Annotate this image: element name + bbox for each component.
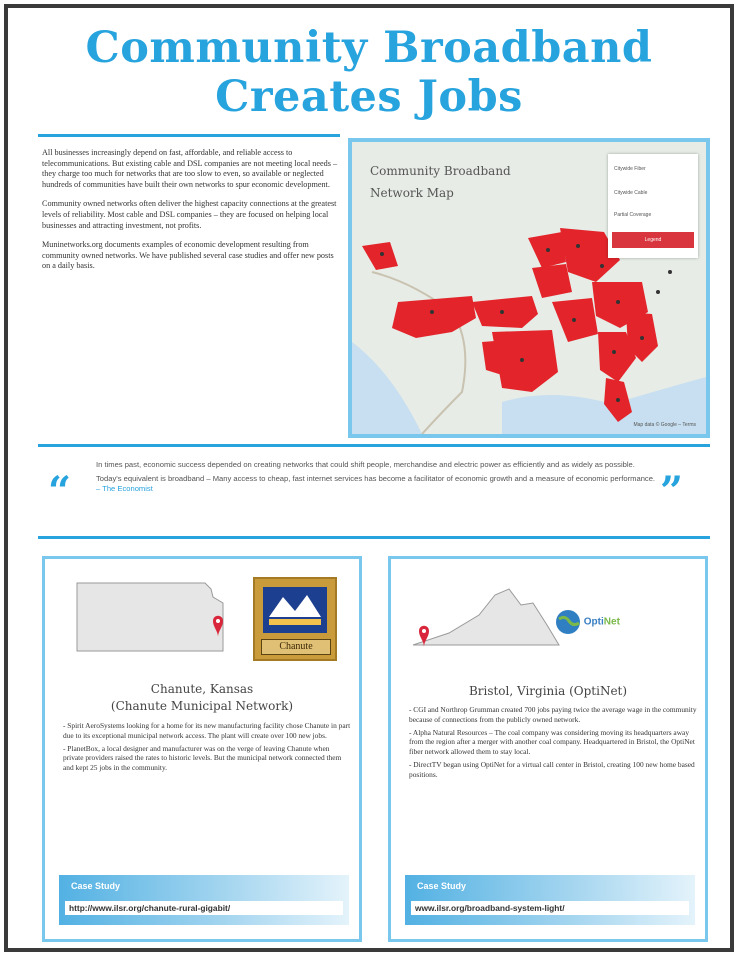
page-title bbox=[8, 24, 730, 122]
legend-item[interactable]: Citywide Fiber bbox=[614, 166, 646, 172]
optinet-logo-text: Opti bbox=[583, 616, 604, 628]
map-legend[interactable] bbox=[608, 154, 698, 258]
case-point: - CGI and Northrop Grumman created 700 jobs paying twice the average wage in the community because of connections from the publicly owned network. bbox=[409, 705, 697, 724]
chanute-logo bbox=[253, 577, 337, 661]
case-body bbox=[409, 705, 697, 783]
optinet-logo bbox=[555, 609, 620, 635]
quote-block bbox=[96, 460, 656, 498]
open-quote-icon: “ bbox=[48, 468, 72, 515]
case-study-label: Case Study bbox=[71, 881, 121, 891]
title-line-1: Community Broadband bbox=[85, 23, 653, 73]
chanute-logo-emblem bbox=[263, 587, 327, 633]
quote-rule-bottom bbox=[38, 536, 710, 539]
optinet-logo-text: Net bbox=[603, 616, 620, 628]
broadband-map[interactable] bbox=[348, 138, 710, 438]
quote-line: In times past, economic success depended on creating networks that could shift people, merchandise and electric power as efficiently and as widely as possible. bbox=[96, 460, 635, 469]
virginia-map-icon bbox=[409, 585, 569, 655]
case-point: - Alpha Natural Resources – The coal company was considering moving its headquarters away from the region after a merger with another coal company. Headquartered in Bristol, the OptiNet fiber network allowed them to stay local. bbox=[409, 727, 695, 757]
close-quote-icon: ” bbox=[660, 468, 684, 515]
case-point: - Spirit AeroSystems looking for a home for its new manufacturing facility chose Chanute in part due to its exceptional municipal network access. The plant will create over 100 new jobs. bbox=[63, 721, 351, 740]
intro-paragraph: Community owned networks often deliver the highest capacity connections at the greatest levels of reliability. Most cable and DSL companies – they are focused on helping local businesses and attracting investment, not profits. bbox=[42, 199, 337, 230]
title-line-2: Creates Jobs bbox=[215, 72, 523, 122]
case-study-box bbox=[405, 875, 695, 925]
map-credit: Map data © Google – Terms bbox=[633, 422, 696, 428]
quote-source: – The Economist bbox=[96, 484, 153, 493]
intro-rule bbox=[38, 134, 340, 137]
case-title-line: Chanute, Kansas bbox=[150, 682, 254, 696]
legend-button[interactable]: Legend bbox=[612, 232, 694, 248]
case-card-chanute bbox=[42, 556, 362, 942]
globe-icon bbox=[555, 609, 581, 635]
intro-text bbox=[42, 148, 340, 281]
kansas-map-icon bbox=[73, 577, 239, 657]
map-title-line: Network Map bbox=[370, 186, 454, 200]
case-study-label: Case Study bbox=[417, 881, 467, 891]
case-title-line: (Chanute Municipal Network) bbox=[110, 699, 294, 713]
case-study-link[interactable]: http://www.ilsr.org/chanute-rural-gigabit/ bbox=[65, 901, 343, 915]
case-point: - PlanetBox, a local designer and manufacturer was on the verge of leaving Chanute when private providers raised the rates to historic levels. But the municipal network connected them and kept 25 jobs in the community. bbox=[63, 743, 342, 773]
map-title bbox=[370, 160, 550, 204]
page-frame bbox=[4, 4, 734, 952]
case-point: - DirectTV began using OptiNet for a virtual call center in Bristol, creating 100 new home based positions. bbox=[409, 759, 695, 779]
chanute-logo-text: Chanute bbox=[261, 639, 331, 655]
intro-paragraph: All businesses increasingly depend on fast, affordable, and reliable access to telecommunications. But existing cable and DSL companies are not meeting local needs – they charge too much for networks that are too slow to even, so available or neglected hundreds of communities have built their own networks to spur economic development. bbox=[42, 148, 338, 189]
case-body bbox=[63, 721, 351, 776]
legend-item[interactable]: Citywide Cable bbox=[614, 190, 648, 196]
intro-paragraph: Muninetworks.org documents examples of economic development resulting from community owned networks. We have published several case studies and offer new posts on a daily basis. bbox=[42, 240, 334, 271]
case-title: Bristol, Virginia (OptiNet) bbox=[468, 684, 628, 698]
quote-text: Today's equivalent is broadband – Many access to cheap, fast internet services has become a facilitator of economic growth and a measure of economic performance. bbox=[96, 474, 656, 483]
quote-rule-top bbox=[38, 444, 710, 447]
case-title bbox=[45, 681, 359, 715]
map-title-line: Community Broadband bbox=[370, 164, 511, 178]
quote-line bbox=[96, 474, 656, 494]
case-study-box bbox=[59, 875, 349, 925]
legend-item[interactable]: Partial Coverage bbox=[614, 212, 652, 218]
case-study-link[interactable]: www.ilsr.org/broadband-system-light/ bbox=[411, 901, 689, 915]
case-card-bristol bbox=[388, 556, 708, 942]
